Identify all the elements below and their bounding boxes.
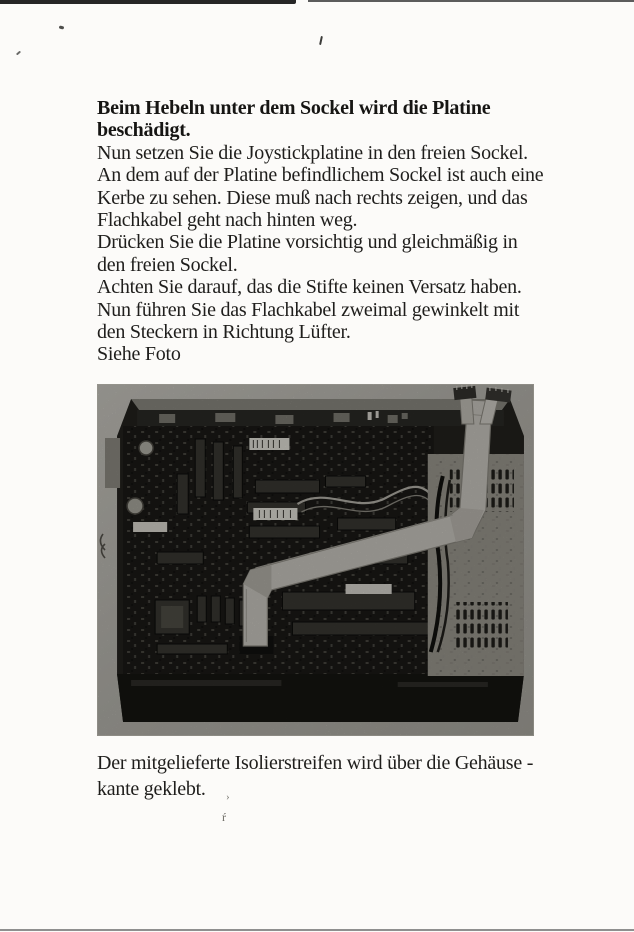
- scan-bottom-edge-line: [0, 929, 634, 931]
- caption-line: Der mitgelieferte Isolierstreifen wird über die Gehäuse -: [97, 752, 534, 774]
- body-line: Drücken Sie die Platine vorsichtig und gleichmäßig in: [97, 231, 518, 254]
- body-line: den Steckern in Richtung Lüfter.: [97, 321, 351, 344]
- scan-grain-overlay: [97, 384, 534, 736]
- heading-line: Beim Hebeln unter dem Sockel wird die Platine: [97, 97, 491, 119]
- scan-top-edge-line-right: [308, 0, 634, 2]
- instruction-text-block: [97, 97, 567, 366]
- body-line: An dem auf der Platine befindlichem Sockel ist auch eine: [97, 164, 544, 187]
- body-line: Siehe Foto: [97, 343, 181, 366]
- body-line: Flachkabel geht nach hinten weg.: [97, 209, 358, 232]
- heading-line: beschädigt.: [97, 119, 191, 142]
- photo-motherboard-svg: [97, 384, 534, 736]
- scan-speck: [319, 36, 323, 45]
- body-line: Achten Sie darauf, das die Stifte keinen Versatz haben.: [97, 276, 522, 299]
- caption-speck: ›: [226, 791, 230, 803]
- caption-line: kante geklebt.: [97, 777, 206, 800]
- scan-top-edge-line-left: [0, 0, 296, 4]
- caption-speck: ŕ: [222, 810, 226, 824]
- scan-speck: [59, 25, 65, 29]
- body-line: Nun setzen Sie die Joystickplatine in den freien Sockel.: [97, 141, 528, 164]
- photo-motherboard: [97, 384, 534, 736]
- body-line: Nun führen Sie das Flachkabel zweimal gewinkelt mit: [97, 298, 520, 321]
- body-line: den freien Sockel.: [97, 253, 238, 276]
- body-line: Kerbe zu sehen. Diese muß nach rechts zeigen, und das: [97, 186, 528, 209]
- photo-caption: [97, 751, 577, 802]
- scan-speck: [16, 51, 21, 56]
